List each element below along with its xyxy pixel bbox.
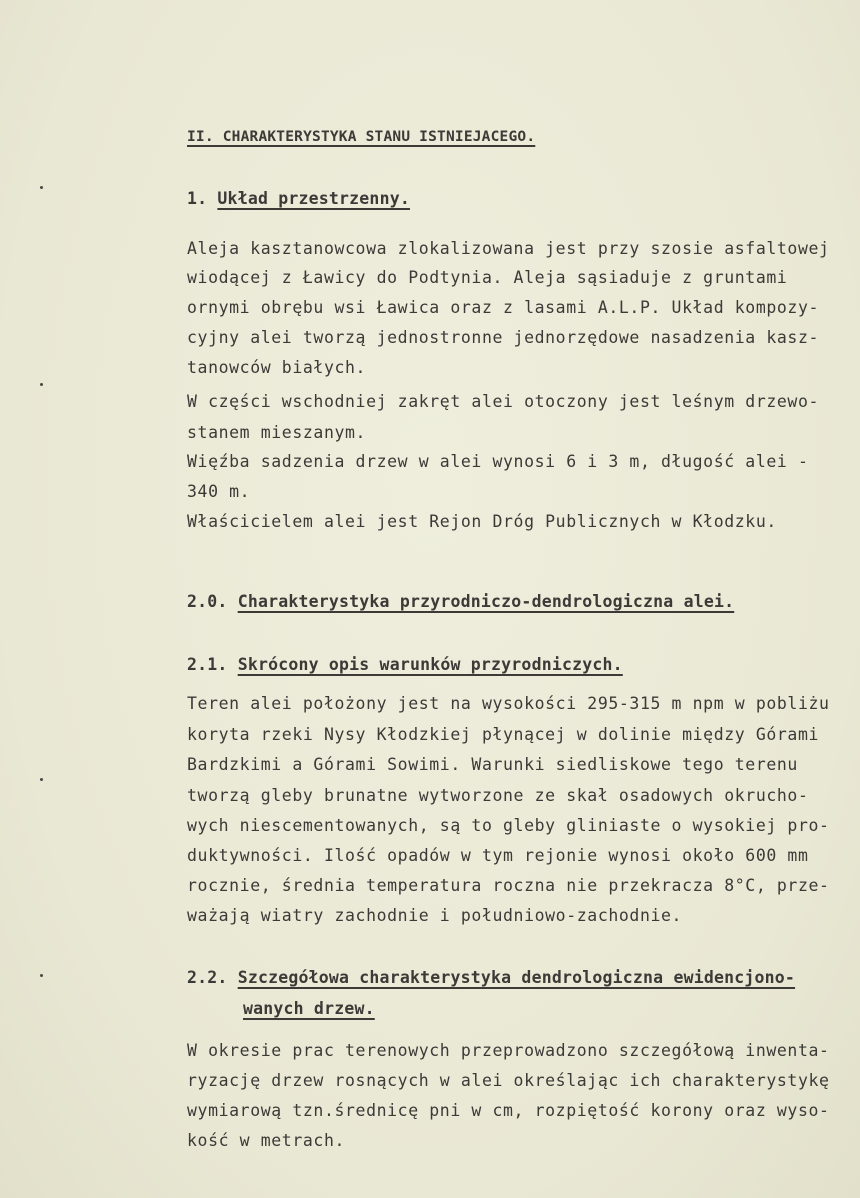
section-title: Skrócony opis warunków przyrodniczych.	[237, 655, 623, 674]
section-number: 2.1.	[187, 655, 228, 674]
section-2-1-heading	[187, 654, 623, 676]
section-number: 2.2.	[187, 968, 228, 987]
margin-mark	[40, 383, 43, 386]
paragraph-line: W części wschodniej zakręt alei otoczony jest leśnym drzewo-	[187, 392, 820, 411]
paragraph-line: wymiarową tzn.średnicę pni w cm, rozpiętość korony oraz wyso-	[187, 1101, 830, 1120]
paragraph-line: cyjny alei tworzą jednostronne jednorzędowe nasadzenia kasz-	[187, 328, 820, 347]
page-title: II. CHARAKTERYSTYKA STANU ISTNIEJACEGO.	[187, 129, 536, 145]
section-2-2-heading-continued	[243, 998, 375, 1020]
section-title: Układ przestrzenny.	[217, 189, 410, 208]
paragraph-line: Bardzkimi a Górami Sowimi. Warunki siedliskowe tego terenu	[187, 755, 798, 774]
paragraph-line: wych niescementowanych, są to gleby gliniaste o wysokiej pro-	[187, 816, 830, 835]
section-2-0-heading	[187, 591, 734, 613]
paragraph-line: ważają wiatry zachodnie i południowo-zachodnie.	[187, 906, 683, 925]
section-title: Szczegółowa charakterystyka dendrologiczna ewidencjono-	[237, 968, 796, 987]
paragraph-line: wiodącej z Ławicy do Podtynia. Aleja sąsiaduje z gruntami	[187, 268, 788, 287]
paragraph-line: Właścicielem alei jest Rejon Dróg Publicznych w Kłodzku.	[187, 512, 777, 531]
margin-mark	[40, 778, 43, 781]
margin-mark	[40, 186, 43, 189]
paragraph-line: tanowców białych.	[187, 358, 367, 377]
margin-mark	[40, 974, 43, 977]
paragraph-line: duktywności. Ilość opadów w tym rejonie wynosi około 600 mm	[187, 846, 809, 865]
paragraph-line: Aleja kasztanowcowa zlokalizowana jest przy szosie asfaltowej	[187, 239, 830, 258]
paragraph-line: kość w metrach.	[187, 1131, 346, 1150]
section-title: Charakterystyka przyrodniczo-dendrologiczna alei.	[237, 592, 735, 611]
paragraph-line: tworzą gleby brunatne wytworzone ze skał osadowych okrucho-	[187, 786, 809, 805]
section-2-2-heading	[187, 967, 795, 989]
paragraph-line: rocznie, średnia temperatura roczna nie przekracza 8°C, prze-	[187, 876, 830, 895]
paragraph-line: Więźba sadzenia drzew w alei wynosi 6 i 3 m, długość alei -	[187, 452, 809, 471]
section-number: 2.0.	[187, 592, 228, 611]
paragraph-line: stanem mieszanym.	[187, 423, 367, 442]
section-1-heading	[187, 188, 410, 210]
paragraph-line: Teren alei położony jest na wysokości 295-315 m npm w pobliżu	[187, 694, 830, 713]
section-title: wanych drzew.	[243, 999, 375, 1018]
paragraph-line: ryzację drzew rosnących w alei określając ich charakterystykę	[187, 1071, 830, 1090]
section-number: 1.	[187, 189, 208, 208]
paragraph-line: ornymi obrębu wsi Ławica oraz z lasami A.L.P. Układ kompozy-	[187, 298, 820, 317]
paragraph-line: W okresie prac terenowych przeprowadzono szczegółową inwenta-	[187, 1041, 830, 1060]
paragraph-line: 340 m.	[187, 482, 251, 501]
paragraph-line: koryta rzeki Nysy Kłodzkiej płynącej w dolinie między Górami	[187, 725, 820, 744]
